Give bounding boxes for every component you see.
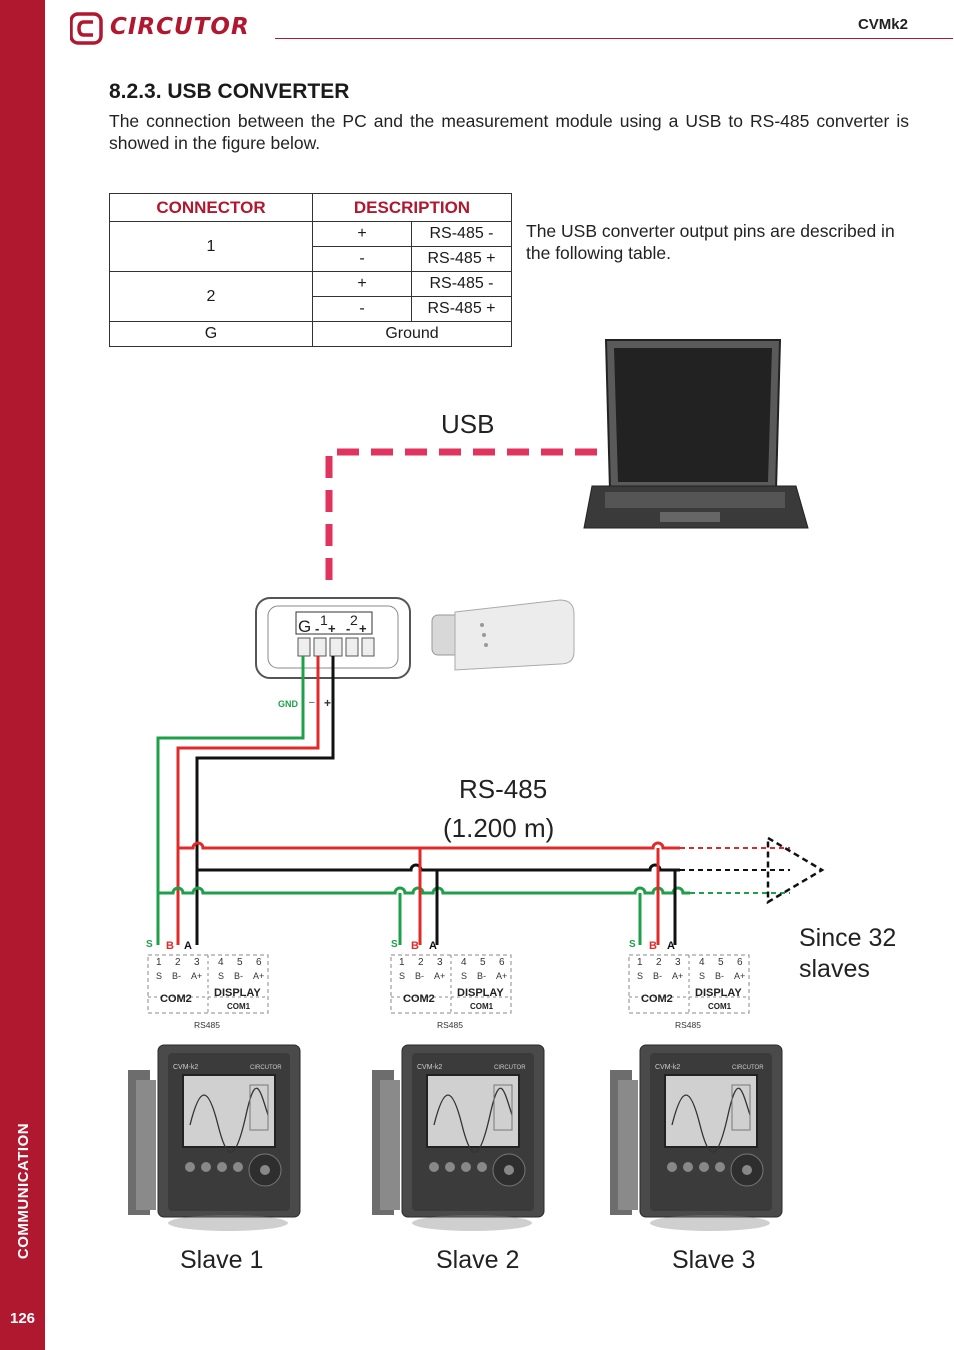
bus-black	[197, 865, 680, 870]
product-name: CVMk2	[857, 16, 908, 33]
description-cell: RS-485 -	[412, 272, 512, 297]
connector-cell: 1	[110, 222, 313, 272]
terminal-block-1	[146, 939, 268, 1030]
terminal-pin: B-	[715, 971, 724, 981]
col-header-connector: CONNECTOR	[110, 194, 313, 222]
terminal-pin: S	[399, 971, 406, 981]
description-cell: RS-485 -	[412, 222, 512, 247]
terminal-number: 2	[175, 957, 181, 968]
terminal-number: 3	[437, 957, 443, 968]
terminal-pin: B-	[172, 971, 181, 981]
bus-red	[178, 843, 680, 848]
pin-cell: +	[313, 222, 412, 247]
terminal-number: 1	[156, 957, 162, 968]
meter-model-label: CVM-k2	[417, 1064, 443, 1071]
connector-cell: G	[110, 322, 313, 347]
section-title: 8.2.3. USB CONVERTER	[109, 80, 350, 103]
terminal-number: 4	[461, 957, 467, 968]
terminal-pin: S	[218, 971, 225, 981]
signal-b-label: B	[649, 940, 657, 952]
terminal-pin: A+	[434, 971, 446, 981]
terminal-pin: A+	[672, 971, 684, 981]
minus-wire-label: –	[309, 697, 315, 708]
terminal-pin: S	[461, 971, 468, 981]
signal-s-label: S	[146, 939, 153, 950]
display-label: DISPLAY	[695, 987, 742, 999]
terminal-number: 2	[418, 957, 424, 968]
meter-icon-2	[372, 1045, 544, 1231]
signal-a-label: A	[667, 940, 675, 952]
meter-icon-3	[610, 1045, 782, 1231]
description-cell: Ground	[313, 322, 512, 347]
side-note: The USB converter output pins are described in the following table.	[526, 221, 895, 263]
meter-model-label: CVM-k2	[655, 1064, 681, 1071]
terminal-number: 6	[499, 957, 505, 968]
bus-label: RS-485	[459, 774, 548, 804]
terminal-number: 5	[718, 957, 724, 968]
com2-label: COM2	[641, 993, 673, 1005]
terminal-block-2	[391, 939, 511, 1030]
signal-a-label: A	[429, 940, 437, 952]
usb-cable	[329, 452, 600, 580]
max-slaves-label: Since 32	[799, 924, 897, 952]
slave-2-label: Slave 2	[436, 1246, 520, 1274]
terminal-number: 5	[480, 957, 486, 968]
col-header-description: DESCRIPTION	[313, 194, 512, 222]
signal-s-label: S	[629, 939, 636, 950]
meter-model-label: CVM-k2	[173, 1064, 199, 1071]
laptop-icon	[584, 340, 808, 528]
connector-plus-label: +	[328, 621, 336, 636]
page-number: 126	[9, 1310, 36, 1327]
com2-label: COM2	[160, 993, 192, 1005]
description-cell: RS-485 +	[412, 297, 512, 322]
signal-b-label: B	[166, 940, 174, 952]
terminal-number: 4	[218, 957, 224, 968]
com1-label: COM1	[470, 1002, 494, 1011]
meter-brand-label: CIRCUTOR	[250, 1065, 282, 1071]
signal-s-label: S	[391, 939, 398, 950]
terminal-pin: S	[637, 971, 644, 981]
terminal-number: 3	[194, 957, 200, 968]
rs485-label: RS485	[194, 1020, 220, 1030]
meter-brand-label: CIRCUTOR	[732, 1065, 764, 1071]
terminal-pin: A+	[253, 971, 265, 981]
meter-icon-1	[128, 1045, 300, 1231]
connector-2-label: 2	[350, 612, 358, 628]
pin-cell: +	[313, 272, 412, 297]
terminal-pin: A+	[191, 971, 203, 981]
display-label: DISPLAY	[214, 987, 261, 999]
terminal-pin: B-	[653, 971, 662, 981]
connector-plus-label: +	[359, 621, 367, 636]
display-label: DISPLAY	[457, 987, 504, 999]
terminal-number: 4	[699, 957, 705, 968]
rs485-label: RS485	[675, 1020, 701, 1030]
logo-text: CIRCUTOR	[110, 14, 250, 40]
plus-wire-label: +	[324, 696, 332, 710]
terminal-pin: B-	[415, 971, 424, 981]
terminal-block-3	[629, 939, 749, 1030]
com1-label: COM1	[227, 1002, 251, 1011]
connector-cell: 2	[110, 272, 313, 322]
section-label: COMMUNICATION	[15, 1122, 32, 1260]
gnd-wire-label: GND	[278, 699, 298, 709]
bus-continue-arrow	[768, 838, 822, 902]
terminal-number: 6	[256, 957, 262, 968]
connector-ground-label: G	[298, 617, 312, 636]
signal-a-label: A	[184, 940, 192, 952]
usb-converter-icon	[432, 600, 574, 670]
com2-label: COM2	[403, 993, 435, 1005]
terminal-number: 5	[237, 957, 243, 968]
com1-label: COM1	[708, 1002, 732, 1011]
pin-cell: -	[313, 297, 412, 322]
intro-paragraph: The connection between the PC and the measurement module using a USB to RS-485 converter is showed in the figure below.	[109, 111, 909, 153]
terminal-number: 2	[656, 957, 662, 968]
pin-cell: -	[313, 247, 412, 272]
terminal-number: 3	[675, 957, 681, 968]
terminal-pin: S	[699, 971, 706, 981]
bus-green	[158, 888, 690, 893]
description-cell: RS-485 +	[412, 247, 512, 272]
bus-length: (1.200 m)	[443, 813, 555, 843]
slave-3-label: Slave 3	[672, 1246, 756, 1274]
terminal-pin: B-	[234, 971, 243, 981]
connector-minus-label: -	[346, 621, 351, 636]
terminal-number: 1	[637, 957, 643, 968]
terminal-pin: S	[156, 971, 163, 981]
meter-brand-label: CIRCUTOR	[494, 1065, 526, 1071]
connector-1-label: 1	[320, 612, 328, 628]
terminal-pin: A+	[734, 971, 746, 981]
terminal-number: 1	[399, 957, 405, 968]
usb-label: USB	[441, 409, 495, 439]
signal-b-label: B	[411, 940, 419, 952]
max-slaves-label: slaves	[799, 955, 870, 983]
slave-1-label: Slave 1	[180, 1246, 264, 1274]
connector-minus-label: -	[315, 621, 320, 636]
rs485-label: RS485	[437, 1020, 463, 1030]
terminal-pin: B-	[477, 971, 486, 981]
terminal-pin: A+	[496, 971, 508, 981]
terminal-number: 6	[737, 957, 743, 968]
